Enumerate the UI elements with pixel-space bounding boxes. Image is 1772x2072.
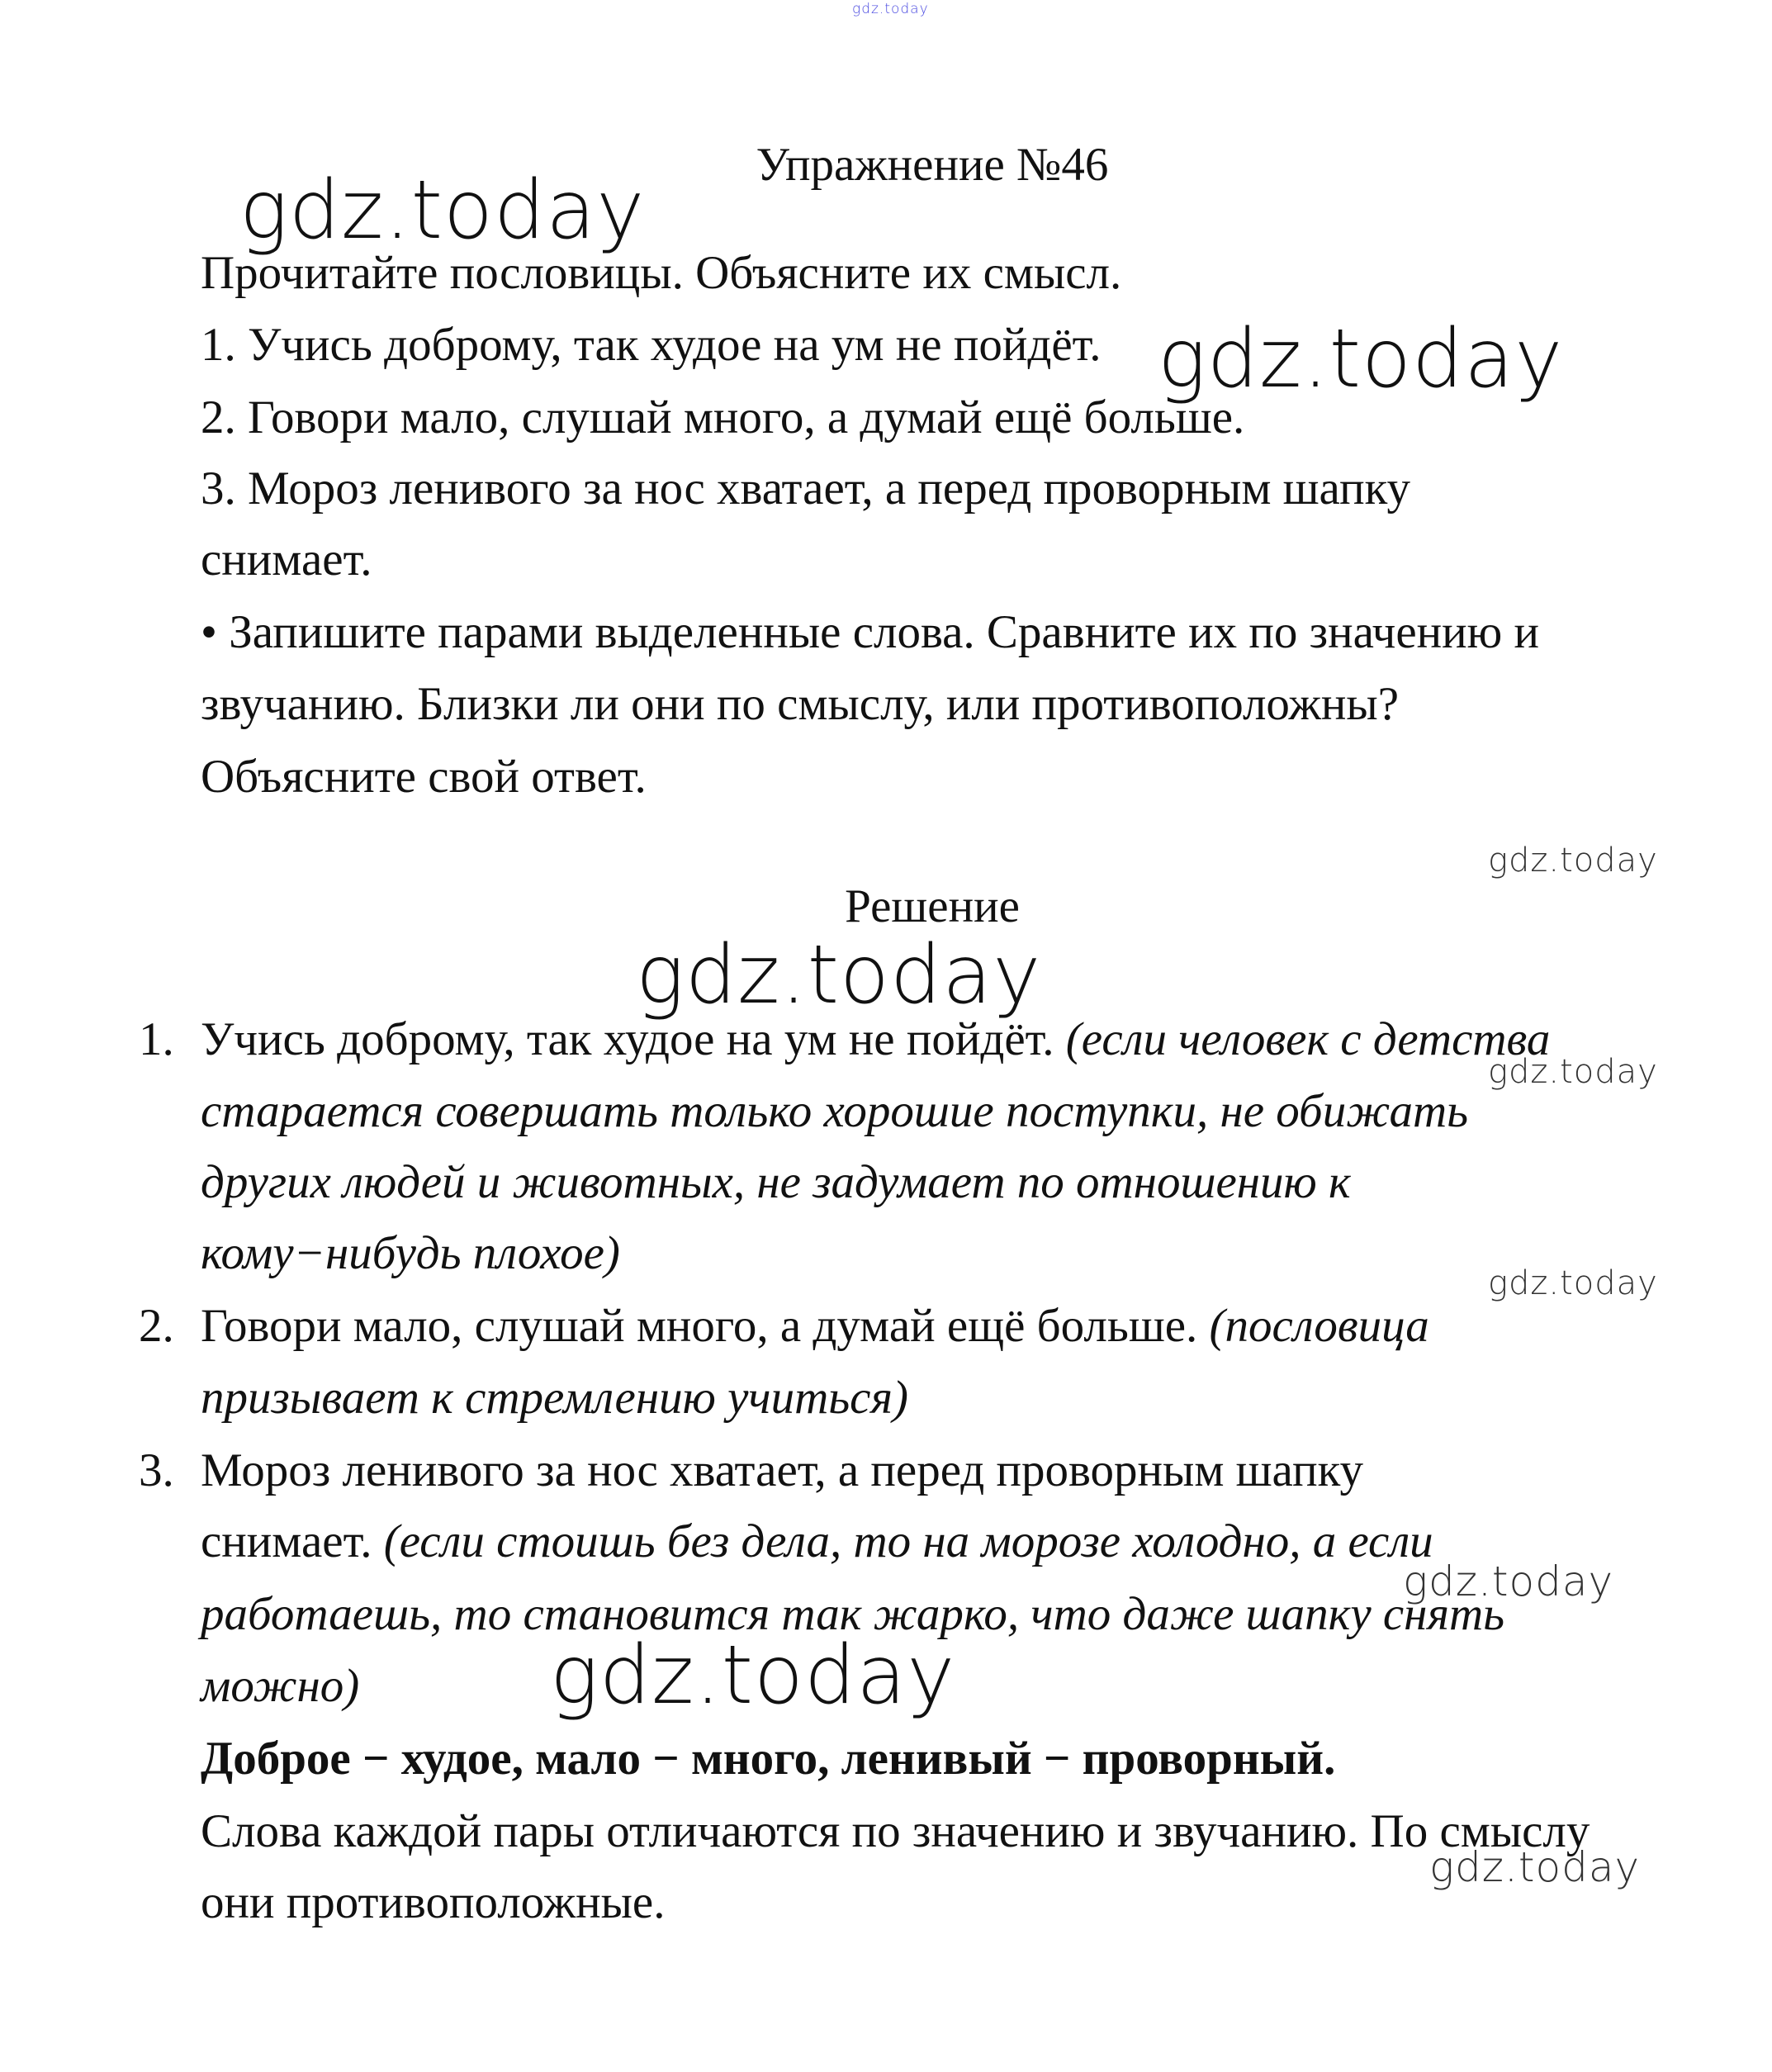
- watermark: gdz.today: [852, 1, 929, 17]
- explanation: других людей и животных, не задумает по отношению к: [201, 1156, 1351, 1208]
- conclusion: они противоположные.: [201, 1876, 666, 1928]
- explanation: старается совершать только хорошие поступки, не обижать: [201, 1085, 1469, 1137]
- task-line: снимает.: [201, 533, 372, 586]
- solution-item-3: [201, 1509, 1433, 1575]
- exercise-title: Упражнение №46: [756, 139, 1109, 191]
- watermark: gdz.today: [1488, 842, 1658, 880]
- watermark: gdz.today: [1158, 312, 1564, 406]
- task-line: звучанию. Близки ли они по смыслу, или противоположны?: [201, 678, 1399, 730]
- word-pairs: Доброе − худое, мало − много, ленивый − проворный.: [201, 1733, 1336, 1785]
- proverb-text: Говори мало, слушай много, а думай ещё больше.: [201, 1300, 1210, 1352]
- explanation: (если человек с детства: [1065, 1013, 1551, 1065]
- explanation: (пословица: [1209, 1300, 1429, 1352]
- task-line: 1. Учись доброму, так худое на ум не пойдёт.: [201, 319, 1102, 371]
- watermark: gdz.today: [1403, 1558, 1614, 1605]
- conclusion: Слова каждой пары отличаются по значению и звучанию. По смыслу: [201, 1805, 1590, 1857]
- explanation: работаешь, то становится так жарко, что даже шапку снять: [201, 1588, 1505, 1640]
- explanation: кому−нибудь плохое): [201, 1227, 620, 1279]
- explanation: (если стоишь без дела, то на морозе холодно, а если: [383, 1515, 1433, 1567]
- watermark: gdz.today: [1429, 1843, 1641, 1891]
- watermark: gdz.today: [1488, 1264, 1658, 1302]
- task-line: • Запишите парами выделенные слова. Сравните их по значению и: [201, 606, 1539, 658]
- proverb-text: снимает.: [201, 1515, 384, 1567]
- watermark: gdz.today: [636, 928, 1042, 1022]
- item-number: 1.: [139, 1013, 174, 1065]
- solution-item-2: [201, 1293, 1429, 1359]
- task-intro: Прочитайте пословицы. Объясните их смысл.: [201, 247, 1122, 299]
- task-line: 2. Говори мало, слушай много, а думай ещё больше.: [201, 391, 1245, 443]
- watermark: gdz.today: [239, 164, 646, 258]
- proverb-text: Мороз ленивого за нос хватает, а перед проворным шапку: [201, 1444, 1363, 1496]
- solution-heading: Решение: [845, 880, 1020, 932]
- task-line: Объясните свой ответ.: [201, 751, 647, 803]
- proverb-text: Учись доброму, так худое на ум не пойдёт.: [201, 1013, 1066, 1065]
- watermark: gdz.today: [550, 1629, 956, 1723]
- task-line: 3. Мороз ленивого за нос хватает, а перед проворным шапку: [201, 462, 1410, 514]
- item-number: 2.: [139, 1300, 174, 1352]
- explanation: можно): [201, 1660, 360, 1712]
- watermark: gdz.today: [1488, 1053, 1658, 1091]
- explanation: призывает к стремлению учиться): [201, 1372, 908, 1424]
- item-number: 3.: [139, 1444, 174, 1496]
